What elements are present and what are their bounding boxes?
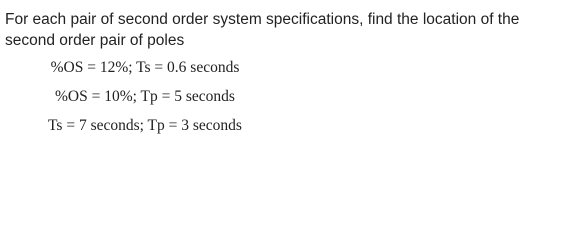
spec-list — [0, 53, 290, 140]
spec-row-2 — [0, 82, 290, 111]
spec-row-3 — [0, 111, 290, 140]
problem-prompt: For each pair of second order system specifications, find the location of the second order pair of poles — [5, 11, 520, 49]
spec-3: Ts = 7 seconds; Tp = 3 seconds — [48, 117, 242, 134]
spec-row-1 — [0, 53, 290, 82]
spec-1: %OS = 12%; Ts = 0.6 seconds — [50, 59, 240, 76]
spec-2: %OS = 10%; Tp = 5 seconds — [55, 88, 235, 105]
